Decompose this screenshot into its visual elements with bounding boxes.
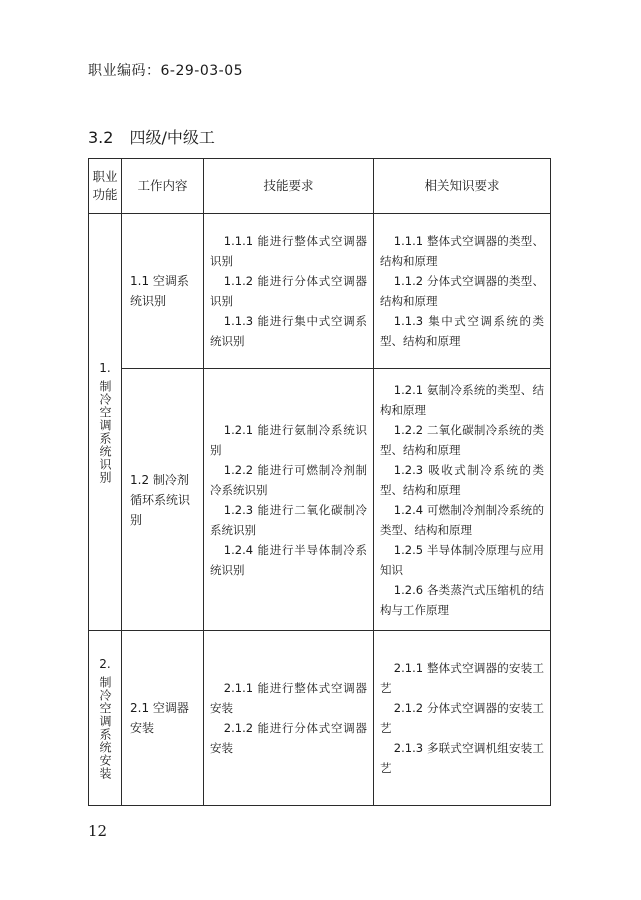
header-function-line-1: 职业 xyxy=(92,169,118,184)
skill-item: 1.2.2 能进行可燃制冷剂制冷系统识别 xyxy=(210,462,367,497)
function-name: 制冷空调系统识别 xyxy=(98,380,112,484)
header-skill: 技能要求 xyxy=(204,159,374,214)
skill-item: 1.1.2 能进行分体式空调器识别 xyxy=(210,274,367,308)
work-content: 1.2 制冷剂循环系统识别 xyxy=(122,369,204,631)
table-row xyxy=(89,631,551,806)
page-number: 12 xyxy=(88,822,108,840)
skill-item: 1.2.4 能进行半导体制冷系统识别 xyxy=(210,542,367,577)
header-function xyxy=(89,159,122,214)
knowledge-item: 1.1.3 集中式空调系统的类型、结构和原理 xyxy=(380,314,544,348)
function-cell-1 xyxy=(89,214,122,631)
knowledge-item: 1.2.5 半导体制冷原理与应用知识 xyxy=(380,542,544,577)
knowledge-item: 1.2.1 氨制冷系统的类型、结构和原理 xyxy=(380,382,544,417)
knowledge-item: 1.2.6 各类蒸汽式压缩机的结构与工作原理 xyxy=(380,582,544,617)
knowledge-item: 1.2.3 吸收式制冷系统的类型、结构和原理 xyxy=(380,462,544,497)
knowledge-item: 2.1.1 整体式空调器的安装工艺 xyxy=(380,661,544,695)
knowledge-list xyxy=(374,369,551,631)
occupation-code: 职业编码：6-29-03-05 xyxy=(88,63,244,79)
skill-item: 1.2.3 能进行二氧化碳制冷系统识别 xyxy=(210,502,367,537)
work-content: 1.1 空调系统识别 xyxy=(122,214,204,369)
table-row xyxy=(89,369,551,631)
skill-list xyxy=(204,369,374,631)
skill-item: 1.1.1 能进行整体式空调器识别 xyxy=(210,234,367,268)
knowledge-list xyxy=(374,214,551,369)
work-content: 2.1 空调器安装 xyxy=(122,631,204,806)
table-row xyxy=(89,214,551,369)
skill-item: 1.1.3 能进行集中式空调系统识别 xyxy=(210,314,367,348)
function-name: 制冷空调系统安装 xyxy=(98,676,112,780)
skill-item: 1.2.1 能进行氨制冷系统识别 xyxy=(210,422,367,457)
skill-list xyxy=(204,214,374,369)
skill-list xyxy=(204,631,374,806)
function-cell-2 xyxy=(89,631,122,806)
knowledge-item: 1.2.4 可燃制冷剂制冷系统的类型、结构和原理 xyxy=(380,502,544,537)
table-header-row xyxy=(89,159,551,214)
knowledge-item: 1.1.2 分体式空调器的类型、结构和原理 xyxy=(380,274,544,308)
section-title: 3.2 四级/中级工 xyxy=(88,128,215,147)
knowledge-item: 1.1.1 整体式空调器的类型、结构和原理 xyxy=(380,234,544,268)
skill-requirements-table xyxy=(88,158,551,806)
function-number: 2. xyxy=(99,657,111,671)
knowledge-item: 2.1.3 多联式空调机组安装工艺 xyxy=(380,741,544,775)
knowledge-item: 1.2.2 二氧化碳制冷系统的类型、结构和原理 xyxy=(380,422,544,457)
header-function-line-2: 功能 xyxy=(92,187,118,202)
skill-item: 2.1.1 能进行整体式空调器安装 xyxy=(210,681,367,715)
function-number: 1. xyxy=(99,361,111,375)
header-knowledge: 相关知识要求 xyxy=(374,159,551,214)
knowledge-item: 2.1.2 分体式空调器的安装工艺 xyxy=(380,701,544,735)
skill-item: 2.1.2 能进行分体式空调器安装 xyxy=(210,721,367,755)
knowledge-list xyxy=(374,631,551,806)
header-work: 工作内容 xyxy=(122,159,204,214)
